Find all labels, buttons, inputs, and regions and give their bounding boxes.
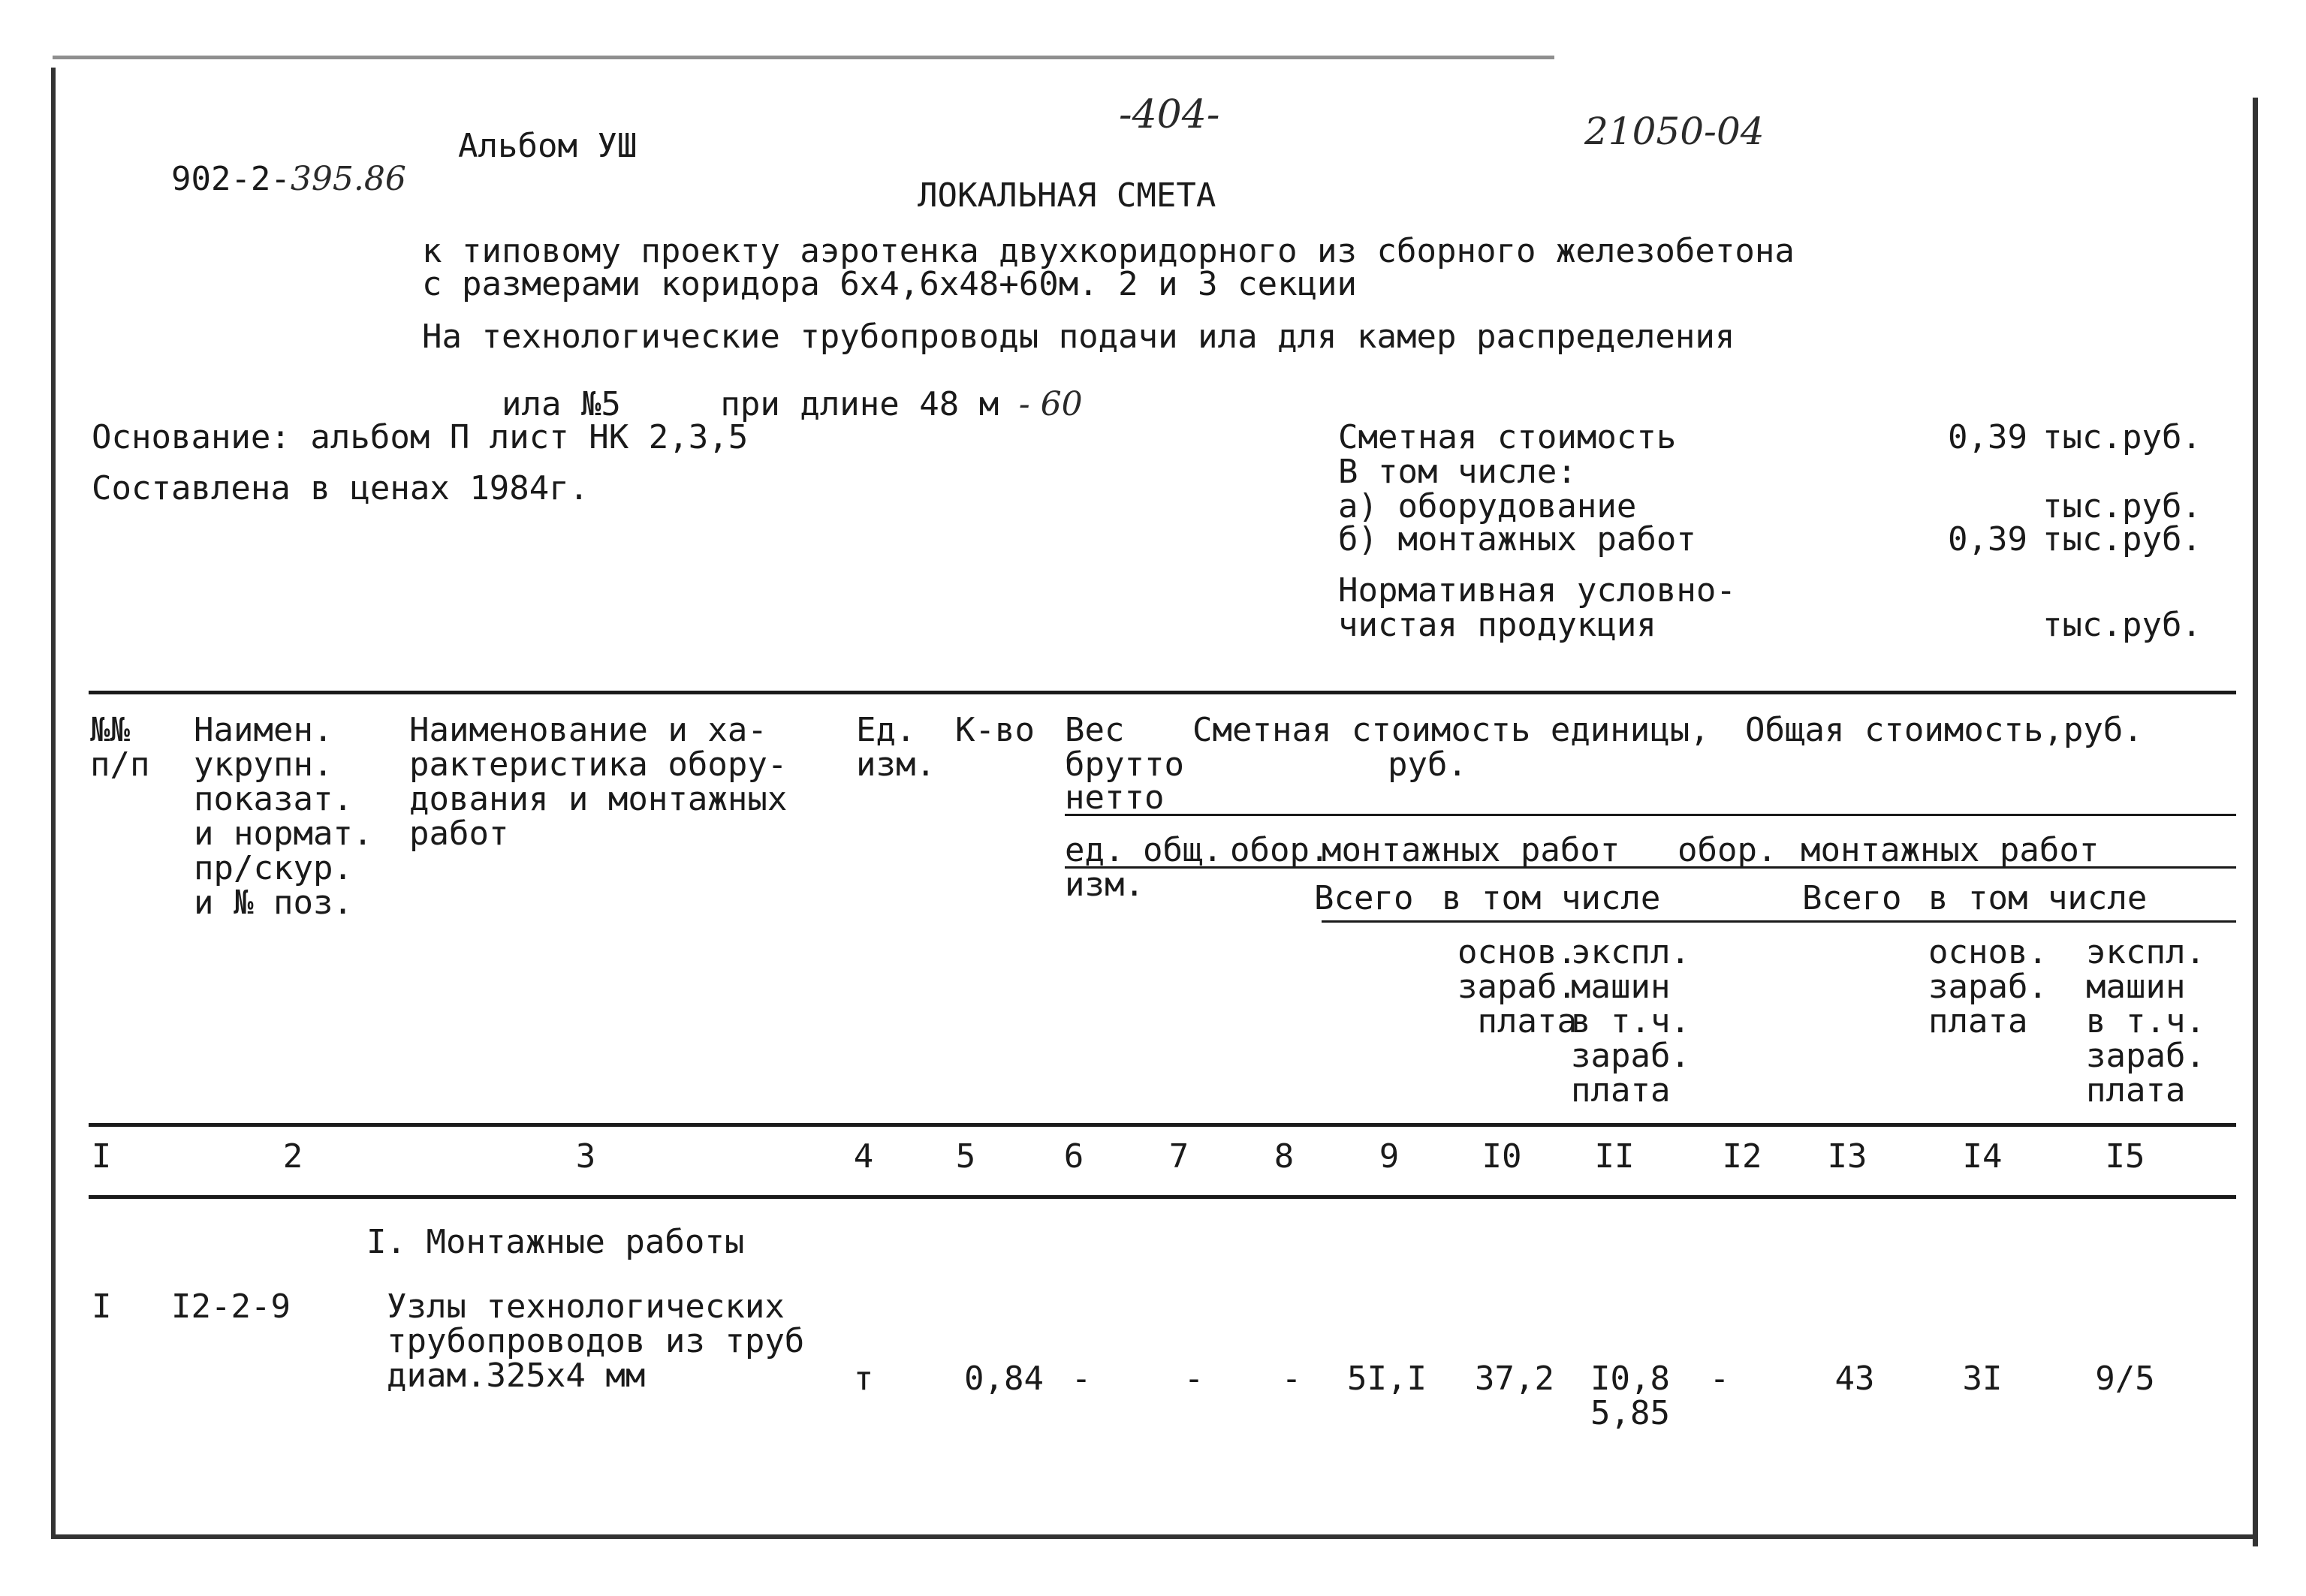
hdr-col5: К-во — [955, 711, 1035, 749]
hdr-unit-machines-3: в т.ч. — [1571, 1002, 1690, 1040]
hdr-total-equip: обор. — [1678, 831, 1777, 869]
hdr-col3-line1: Наименование и ха- — [409, 711, 767, 749]
table-top-rule — [89, 691, 2236, 694]
normative-label-2: чистая продукция — [1338, 606, 1656, 644]
hdr-col4-line1: Ед. — [856, 711, 916, 749]
hdr-col1-line1: №№ — [90, 711, 130, 749]
scan-top-edge — [53, 56, 1554, 59]
scan-right-edge — [2253, 98, 2258, 1546]
header-sub-rule-1 — [1065, 814, 2236, 816]
hdr-total-total: Всего — [1802, 879, 1902, 917]
row-1-unit: т — [853, 1360, 874, 1398]
colnum-5: 5 — [955, 1137, 976, 1176]
title-line-3: На технологические трубопроводы подачи ила для камер распределения — [422, 318, 1735, 356]
colnum-bottom-rule — [89, 1195, 2236, 1199]
row-1-c7: - — [1183, 1360, 1204, 1398]
colnum-3: 3 — [575, 1137, 596, 1176]
hdr-col1-line2: п/п — [90, 745, 150, 784]
hdr-total-cost-title: Общая стоимость,руб. — [1745, 711, 2143, 749]
title-line-4-printed: ила №5 при длине 48 м — [501, 385, 999, 423]
header-sub-rule-3 — [1322, 920, 2236, 923]
equipment-label: а) оборудование — [1338, 487, 1637, 525]
row-1-c12: - — [1709, 1360, 1730, 1398]
colnum-15: I5 — [2105, 1137, 2145, 1176]
colnum-12: I2 — [1722, 1137, 1762, 1176]
hdr-weight-line3: нетто — [1065, 778, 1165, 817]
hdr-total-install-works: монтажных работ — [1801, 831, 2100, 869]
hdr-unit-cost-currency: руб. — [1388, 745, 1467, 784]
row-1-c13: 43 — [1834, 1360, 1875, 1398]
hdr-total-machines-1: экспл. — [2086, 933, 2205, 971]
hdr-install-works: монтажных работ — [1322, 831, 1620, 869]
row-1-qty: 0,84 — [964, 1360, 1044, 1398]
colnum-14: I4 — [1962, 1137, 2003, 1176]
hdr-total-machines-4: зараб. — [2086, 1037, 2205, 1075]
row-1-c6: - — [1071, 1360, 1092, 1398]
hdr-unit-machines-4: зараб. — [1571, 1037, 1690, 1075]
normative-unit: тыс.руб. — [2042, 606, 2202, 644]
project-code-printed: 902-2- — [170, 160, 291, 198]
title-line-2: с размерами коридора 6х4,6х48+60м. 2 и 3 секции — [422, 265, 1358, 303]
hdr-equip: обор. — [1230, 831, 1330, 869]
hdr-total-machines-3: в т.ч. — [2086, 1002, 2205, 1040]
hdr-col3-line2: рактеристика обору- — [409, 745, 788, 784]
document-number: 21050-04 — [1584, 110, 1765, 153]
album-label: Альбом УШ — [458, 127, 638, 165]
hdr-col2-line1: Наимен. — [194, 711, 333, 749]
hdr-total-machines-5: плата — [2086, 1071, 2186, 1110]
hdr-weight-line1: Вес — [1065, 711, 1125, 749]
hdr-col3-line3: дования и монтажных — [409, 780, 788, 818]
normative-label-1: Нормативная условно- — [1338, 571, 1736, 610]
colnum-8: 8 — [1274, 1137, 1295, 1176]
project-code — [92, 128, 406, 231]
hdr-total-basic-wage-3: плата — [1928, 1002, 2028, 1040]
colnum-2: 2 — [282, 1137, 303, 1176]
hdr-unit-machines-2: машин — [1571, 968, 1671, 1006]
row-1-c15: 9/5 — [2095, 1360, 2155, 1398]
equipment-unit: тыс.руб. — [2042, 487, 2202, 525]
hdr-total-basic-wage-2: зараб. — [1928, 968, 2048, 1006]
row-1-name-1: Узлы технологических — [387, 1287, 785, 1326]
estimated-cost-label: Сметная стоимость — [1338, 418, 1677, 456]
page-number: -404- — [1119, 92, 1220, 137]
colnum-1: I — [91, 1137, 112, 1176]
hdr-weight-line2: брутто — [1065, 745, 1184, 784]
title-line-4-handwritten: - 60 — [1018, 385, 1083, 423]
row-1-num: I — [92, 1287, 112, 1326]
row-1-name-2: трубопроводов из труб — [387, 1322, 805, 1360]
header-bottom-rule — [89, 1123, 2236, 1127]
hdr-col4-line2: изм. — [856, 745, 936, 784]
row-1-c11-sub: 5,85 — [1590, 1394, 1670, 1432]
basis-line-1: Основание: альбом П лист НК 2,3,5 — [92, 418, 749, 456]
hdr-col2-line2: укрупн. — [194, 745, 333, 784]
project-code-handwritten: 395.86 — [290, 160, 406, 198]
hdr-unit-cost-title: Сметная стоимость единицы, — [1192, 711, 1710, 749]
section-title: I. Монтажные работы — [366, 1223, 745, 1261]
row-1-c10: 37,2 — [1475, 1360, 1554, 1398]
hdr-total-basic-wage-1: основ. — [1928, 933, 2048, 971]
colnum-6: 6 — [1063, 1137, 1084, 1176]
estimated-cost-unit: тыс.руб. — [2042, 418, 2202, 456]
hdr-total-weight: общ. — [1143, 831, 1222, 869]
hdr-unit-machines-1: экспл. — [1571, 933, 1690, 971]
colnum-9: 9 — [1379, 1137, 1400, 1176]
hdr-col2-line4: и нормат. — [194, 815, 373, 853]
basis-line-2: Составлена в ценах 1984г. — [92, 469, 589, 507]
scan-left-edge — [51, 68, 56, 1539]
colnum-4: 4 — [853, 1137, 874, 1176]
scan-bottom-edge — [51, 1534, 2257, 1539]
colnum-11: II — [1594, 1137, 1635, 1176]
hdr-unit-basic-wage-3: плата — [1477, 1002, 1577, 1040]
hdr-total-machines-2: машин — [2086, 968, 2186, 1006]
hdr-unit-machines-5: плата — [1571, 1071, 1671, 1110]
colnum-10: I0 — [1482, 1137, 1522, 1176]
hdr-unit-meas-line2: изм. — [1065, 866, 1144, 904]
document-title: ЛОКАЛЬНАЯ СМЕТА — [918, 176, 1216, 215]
row-1-c14: 3I — [1962, 1360, 2003, 1398]
installation-value: 0,39 — [1948, 520, 2027, 559]
row-1-c8: - — [1281, 1360, 1302, 1398]
hdr-col3-line4: работ — [409, 815, 509, 853]
hdr-unit-basic-wage-1: основ. — [1457, 933, 1577, 971]
title-line-1: к типовому проекту аэротенка двухкоридорного из сборного железобетона — [422, 232, 1795, 270]
hdr-unit-basic-wage-2: зараб. — [1457, 968, 1577, 1006]
hdr-unit-incl: в том числе — [1442, 879, 1661, 917]
row-1-c9: 5I,I — [1347, 1360, 1427, 1398]
row-1-code: I2-2-9 — [171, 1287, 291, 1326]
hdr-col2-line6: и № поз. — [194, 884, 353, 922]
estimated-cost-value: 0,39 — [1948, 418, 2027, 456]
hdr-unit-meas-line1: ед. — [1065, 831, 1125, 869]
row-1-name-3: диам.325х4 мм — [387, 1357, 646, 1395]
installation-label: б) монтажных работ — [1338, 520, 1696, 559]
row-1-c11: I0,8 — [1590, 1360, 1670, 1398]
installation-unit: тыс.руб. — [2042, 520, 2202, 559]
hdr-col2-line5: пр/скур. — [194, 849, 353, 887]
colnum-13: I3 — [1827, 1137, 1867, 1176]
hdr-unit-total: Всего — [1314, 879, 1414, 917]
colnum-7: 7 — [1168, 1137, 1189, 1176]
including-label: В том числе: — [1338, 453, 1577, 491]
hdr-col2-line3: показат. — [194, 780, 353, 818]
hdr-total-incl: в том числе — [1928, 879, 2148, 917]
